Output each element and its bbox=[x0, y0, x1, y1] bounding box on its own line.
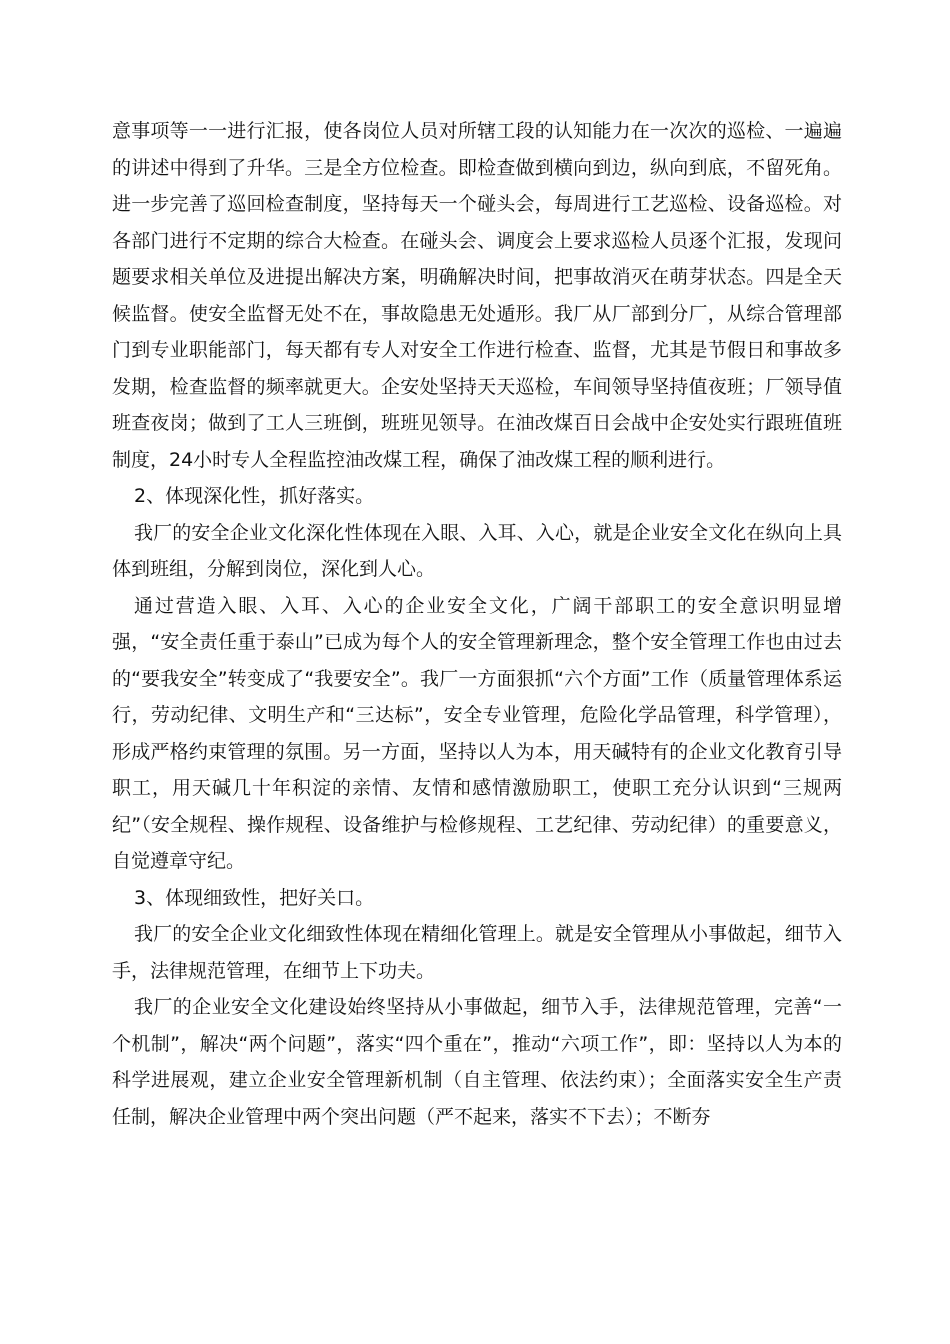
paragraph-continued: 意事项等一一进行汇报，使各岗位人员对所辖工段的认知能力在一次次的巡检、一遍遍的讲述中得到了升华。三是全方位检查。即检查做到横向到边，纵向到底，不留死角。进一步完善了巡回检查制度，坚持每天一个碰头会，每周进行工艺巡检、设备巡检。对各部门进行不定期的综合大检查。在碰头会、调度会上要求巡检人员逐个汇报，发现问题要求相关单位及进提出解决方案，明确解决时间，把事故消灭在萌芽状态。四是全天候监督。使安全监督无处不在，事故隐患无处遁形。我厂从厂部到分厂，从综合管理部门到专业职能部门，每天都有专人对安全工作进行检查、监督，尤其是节假日和事故多发期，检查监督的频率就更大。企安处坚持天天巡检，车间领导坚持值夜班；厂领导值班查夜岗；做到了工人三班倒，班班见领导。在油改煤百日会战中企安处实行跟班值班制度，24小时专人全程监控油改煤工程，确保了油改煤工程的顺利进行。 bbox=[112, 120, 842, 471]
paragraph-deepening-intro: 我厂的安全企业文化深化性体现在入眼、入耳、入心，就是企业安全文化在纵向上具体到班组，分解到岗位，深化到人心。 bbox=[112, 521, 842, 580]
heading-deepening: 2、体现深化性，抓好落实。 bbox=[134, 485, 375, 507]
paragraph-detail-intro: 我厂的安全企业文化细致性体现在精细化管理上。就是安全管理从小事做起，细节入手，法律规范管理，在细节上下功夫。 bbox=[112, 923, 842, 982]
paragraph-detail-body: 我厂的企业安全文化建设始终坚持从小事做起，细节入手，法律规范管理，完善“一个机制”，解决“两个问题”，落实“四个重在”，推动“六项工作”，即：坚持以人为本的科学进展观，建立企业安全管理新机制（自主管理、依法约束）；全面落实安全生产责任制，解决企业管理中两个突出问题（严不起来，落实不下去）；不断夯 bbox=[112, 996, 842, 1128]
heading-detail: 3、体现细致性，把好关口。 bbox=[134, 886, 375, 909]
body-text bbox=[112, 113, 842, 1135]
paragraph-deepening-detail: 通过营造入眼、入耳、入心的企业安全文化，广阔干部职工的安全意识明显增强，“安全责任重于泰山”已成为每个人的安全管理新理念，整个安全管理工作也由过去的“要我安全”转变成了“我要安全”。我厂一方面狠抓“六个方面”工作（质量管理体系运行，劳动纪律、文明生产和“三达标”，安全专业管理，危险化学品管理，科学管理），形成严格约束管理的氛围。另一方面，坚持以人为本，用天碱特有的企业文化教育引导职工，用天碱几十年积淀的亲情、友情和感情激励职工，使职工充分认识到“三规两纪”（安全规程、操作规程、设备维护与检修规程、工艺纪律、劳动纪律）的重要意义，自觉遵章守纪。 bbox=[112, 594, 842, 872]
